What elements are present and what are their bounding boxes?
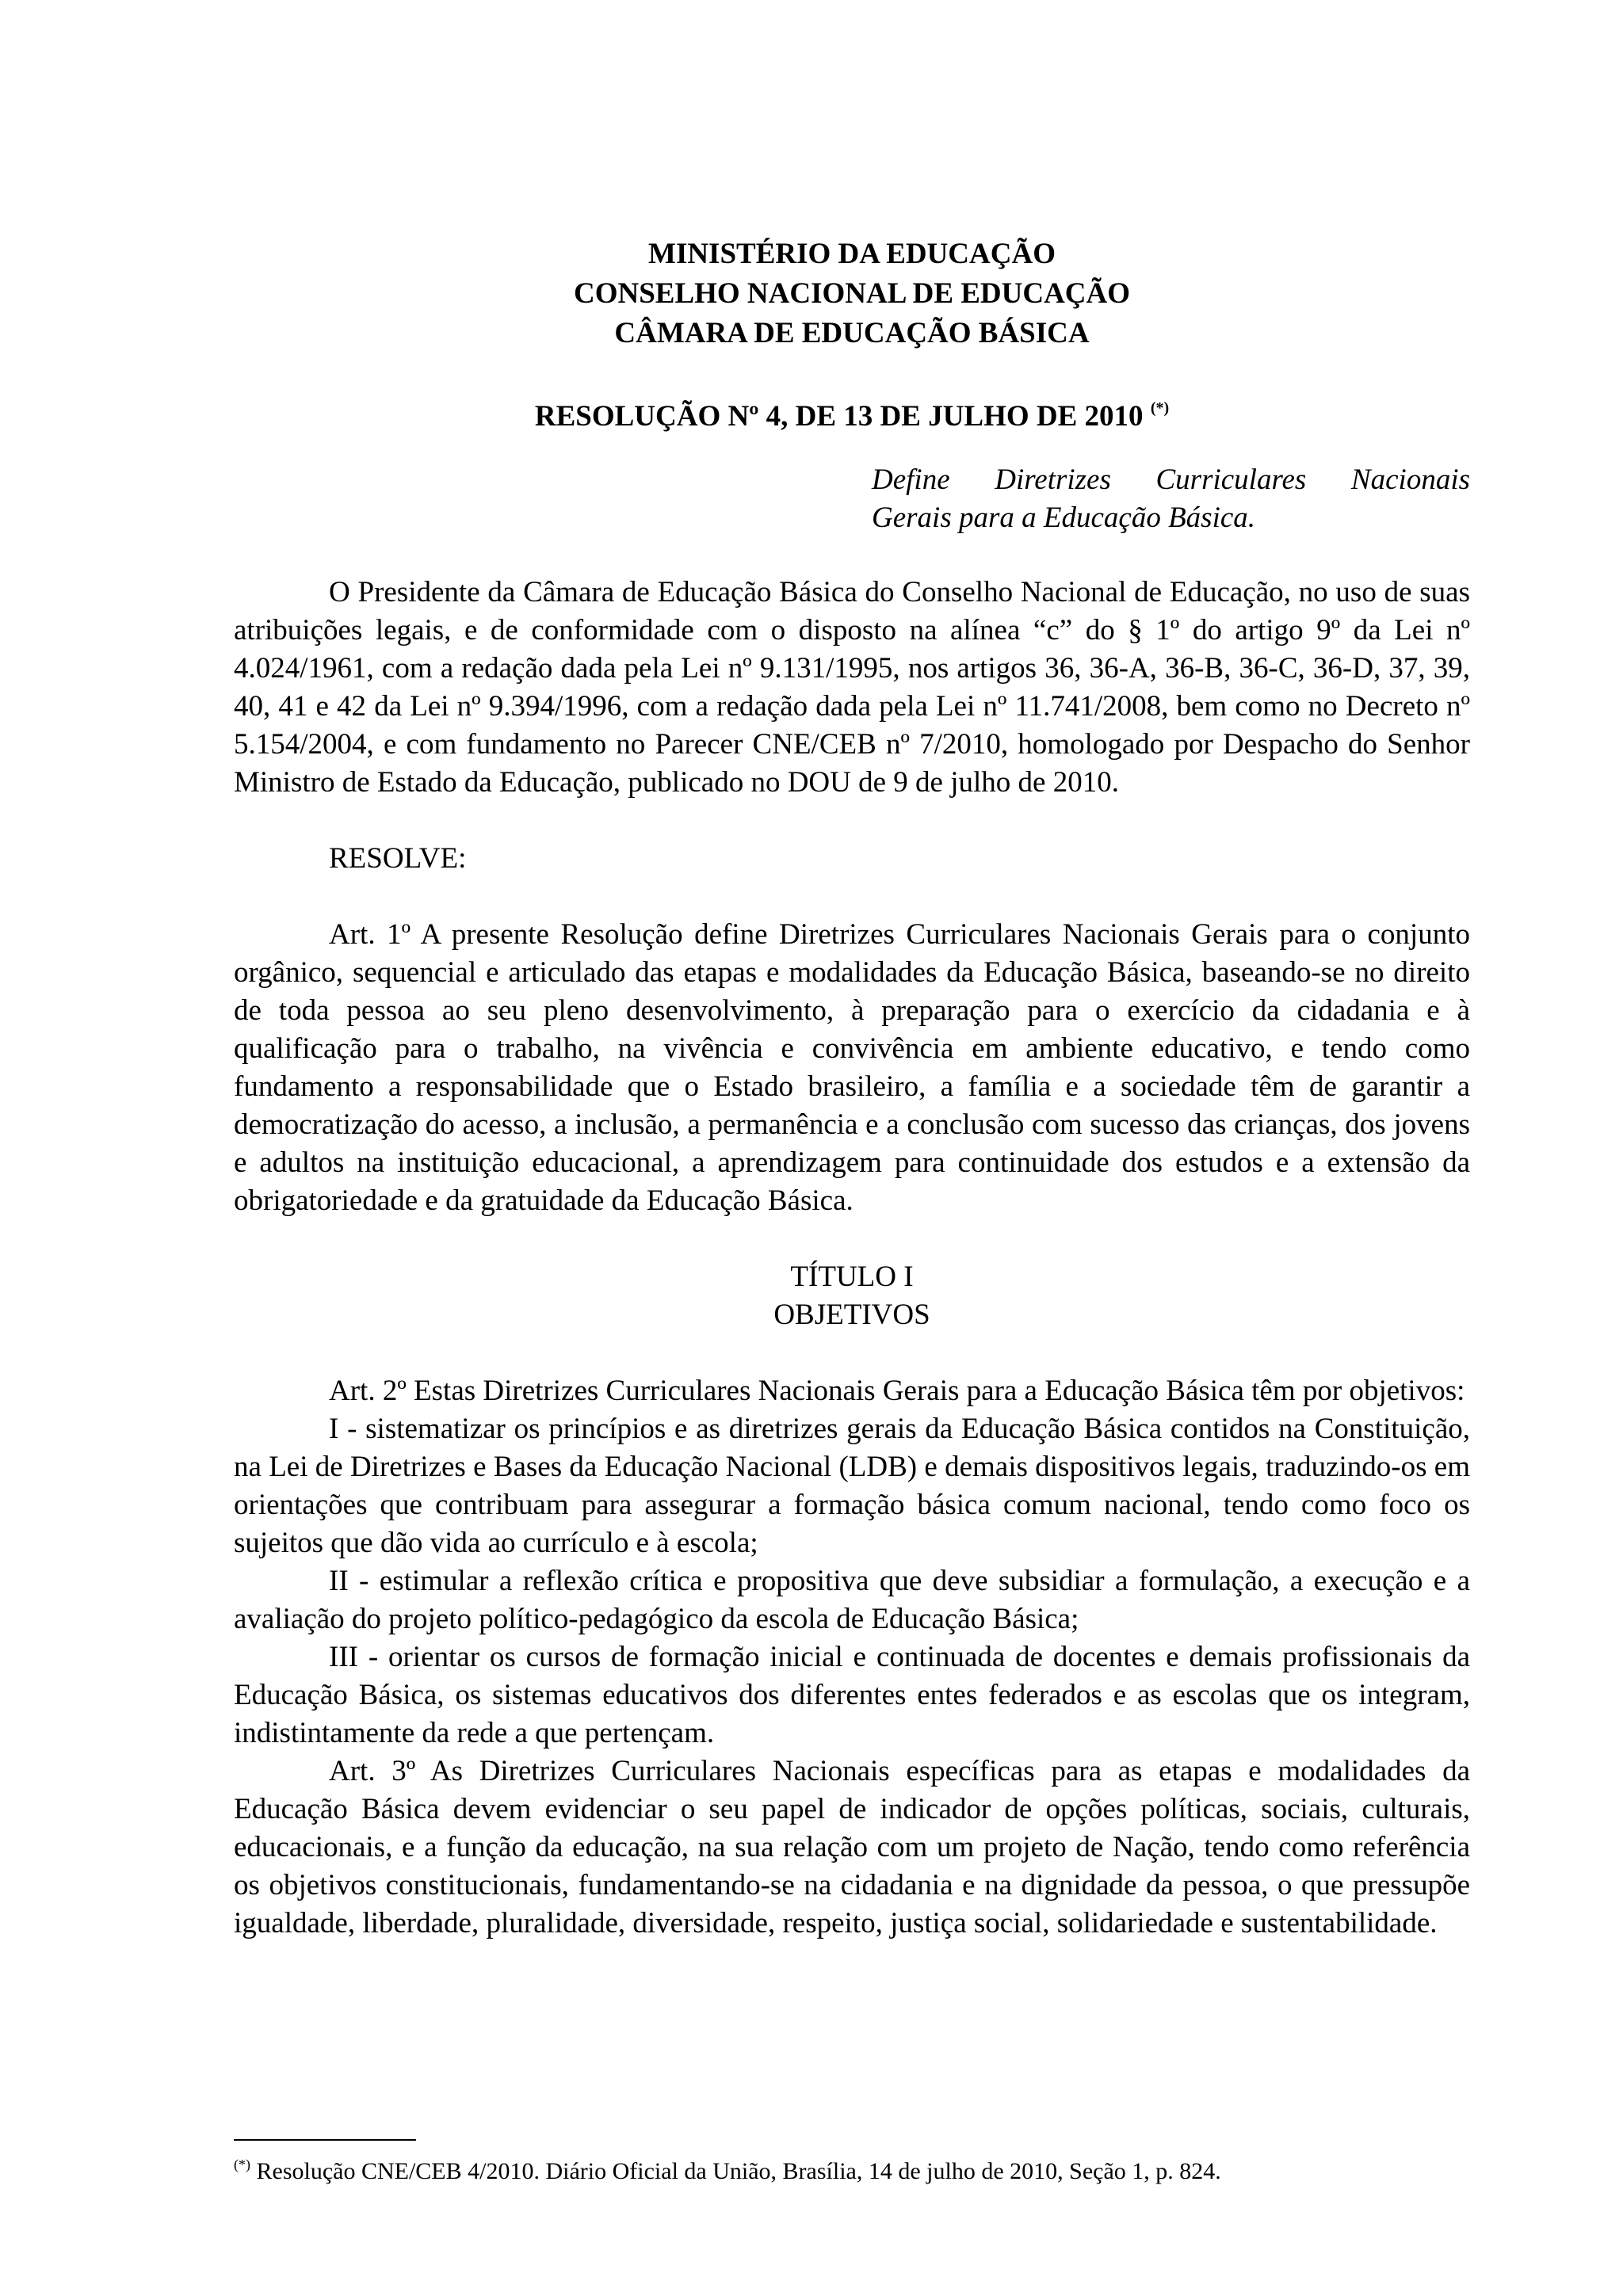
title-section-number: TÍTULO I — [790, 1261, 914, 1293]
preamble-paragraph: O Presidente da Câmara de Educação Básica do Conselho Nacional de Educação, no uso de suas atribuições legais, e de conformidade com o disposto na alínea “c” do § 1º do artigo 9º da Lei nº 4.024/1961, com a redação dada pela Lei nº 9.131/1995, nos artigos 36, 36-A, 36-B, 36-C, 36-D, 37, 39, 40, 41 e 42 da Lei nº 9.394/1996, com a redação dada pela Lei nº 11.741/2008, bem como no Decreto nº 5.154/2004, e com fundamento no Parecer CNE/CEB nº 7/2010, homologado por Despacho do Senhor Ministro de Estado da Educação, publicado no DOU de 9 de julho de 2010. — [234, 576, 1470, 799]
resolution-title — [234, 388, 1470, 437]
article-2-item-i: I - sistematizar os princípios e as diretrizes gerais da Educação Básica contidos na Constituição, na Lei de Diretrizes e Bases da Educação Nacional (LDB) e demais dispositivos legais, traduzindo-os em orientações que contribuam para assegurar a formação básica comum nacional, tendo como foco os sujeitos que dão vida ao currículo e à escola; — [234, 1413, 1470, 1559]
footnote-text: Resolução CNE/CEB 4/2010. Diário Oficial da União, Brasília, 14 de julho de 2010, Seção 1, p. 824. — [250, 2158, 1221, 2184]
header-council: CONSELHO NACIONAL DE EDUCAÇÃO — [573, 277, 1131, 310]
resolve-heading: RESOLVE: — [329, 842, 467, 875]
header-ministry: MINISTÉRIO DA EDUCAÇÃO — [648, 238, 1056, 270]
footnote — [234, 2149, 1470, 2187]
article-2-item-ii: II - estimular a reflexão crítica e propositiva que deve subsidiar a formulação, a execução e a avaliação do projeto político-pedagógico da escola de Educação Básica; — [234, 1565, 1470, 1635]
header-chamber: CÂMARA DE EDUCAÇÃO BÁSICA — [614, 317, 1090, 349]
article-2: Art. 2º Estas Diretrizes Curriculares Nacionais Gerais para a Educação Básica têm por objetivos: — [329, 1375, 1465, 1407]
document-page — [234, 235, 1470, 1943]
title-section-heading — [234, 1258, 1470, 1334]
article-1: Art. 1º A presente Resolução define Diretrizes Curriculares Nacionais Gerais para o conjunto orgânico, sequencial e articulado das etapas e modalidades da Educação Básica, baseando-se no direito de toda pessoa ao seu pleno desenvolvimento, à preparação para o exercício da cidadania e à qualificação para o trabalho, na vivência e convivência em ambiente educativo, e tendo como fundamento a responsabilidade que o Estado brasileiro, a família e a sociedade têm de garantir a democratização do acesso, a inclusão, a permanência e a conclusão com sucesso das crianças, dos jovens e adultos na instituição educacional, a aprendizagem para continuidade dos estudos e a extensão da obrigatoriedade e da gratuidade da Educação Básica. — [234, 918, 1470, 1217]
resolution-title-text: RESOLUÇÃO Nº 4, DE 13 DE JULHO DE 2010 — [534, 400, 1144, 433]
article-3: Art. 3º As Diretrizes Curriculares Nacionais específicas para as etapas e modalidades da Educação Básica devem evidenciar o seu papel de indicador de opções políticas, sociais, culturais, educacionais, e a função da educação, na sua relação com um projeto de Nação, tendo como referência os objetivos constitucionais, fundamentando-se na cidadania e na dignidade da pessoa, o que pressupõe igualdade, liberdade, pluralidade, diversidade, respeito, justiça social, solidariedade e sustentabilidade. — [234, 1755, 1470, 1939]
article-2-item-iii: III - orientar os cursos de formação inicial e continuada de docentes e demais profissionais da Educação Básica, os sistemas educativos dos diferentes entes federados e as escolas que os integram, indistintamente da rede a que pertençam. — [234, 1641, 1470, 1749]
footnote-divider — [234, 2139, 416, 2141]
ementa-line-1: Define Diretrizes Curriculares Nacionais — [872, 463, 1470, 496]
title-footnote-mark: (*) — [1150, 399, 1170, 417]
footnote-mark: (*) — [234, 2157, 250, 2172]
ementa-line-2: Gerais para a Educação Básica. — [872, 502, 1256, 534]
ementa — [872, 461, 1470, 537]
title-section-name: OBJETIVOS — [773, 1299, 930, 1331]
